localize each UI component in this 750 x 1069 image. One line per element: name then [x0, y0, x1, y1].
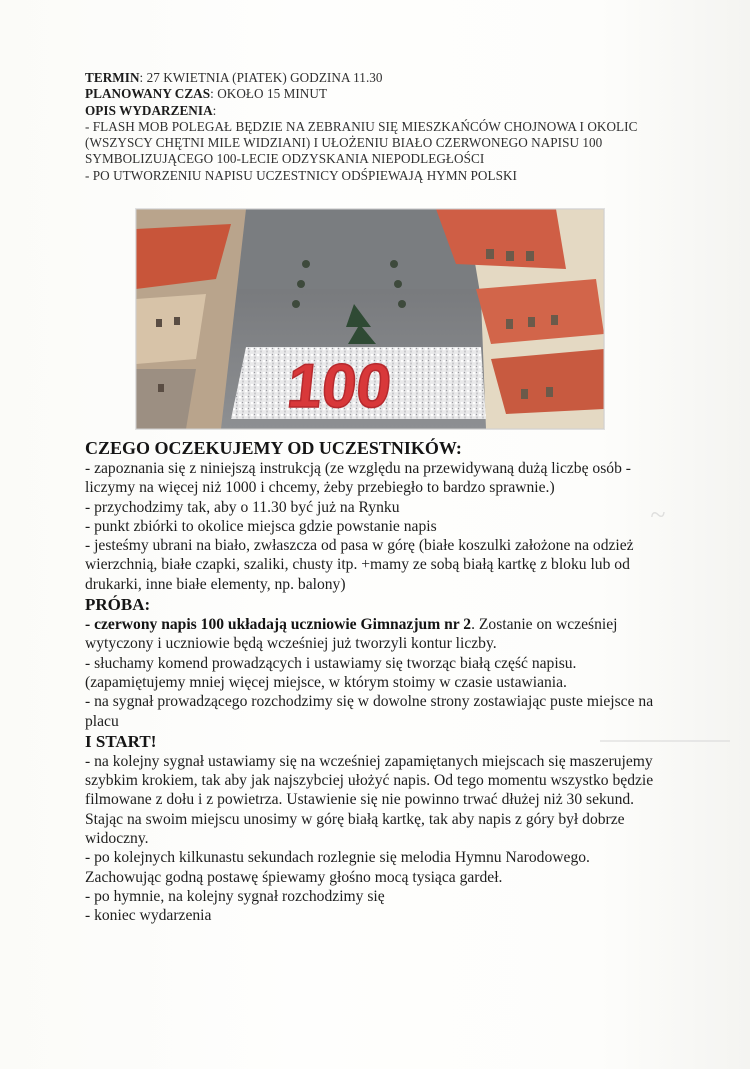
- expect-line: - jesteśmy ubrani na biało, zwłaszcza od pasa w górę (białe koszulki założone na odzież: [85, 537, 634, 555]
- proba-line: wytyczony i uczniowie będą wcześniej już tworzyli kontur liczby.: [85, 635, 497, 653]
- planter: [302, 260, 310, 268]
- aerial-square-photo: [135, 208, 605, 430]
- opis-line: SYMBOLIZUJĄCEGO 100-LECIE ODZYSKANIA NIEPODLEGŁOŚCI: [85, 151, 485, 167]
- opis-line: - PO UTWORZENIU NAPISU UCZESTNICY ODŚPIEWAJĄ HYMN POLSKI: [85, 167, 518, 183]
- expect-line: liczymy na więcej niż 1000 i chcemy, żeby przebiegło to bardzo sprawnie.): [85, 479, 555, 497]
- expect-line: - zapoznania się z niniejszą instrukcją (ze względu na przewidywaną dużą liczbę osób -: [85, 460, 631, 477]
- right-roof-bottom: [491, 349, 604, 414]
- opis-line: - FLASH MOB POLEGAŁ BĘDZIE NA ZEBRANIU SIĘ MIESZKAŃCÓW CHOJNOWA I OKOLIC: [85, 118, 638, 134]
- start-line: - po hymnie, na kolejny sygnał rozchodzimy się: [85, 887, 385, 905]
- termin-value: : 27 KWIETNIA (PIATEK) GODZINA 11.30: [139, 70, 383, 85]
- opis-colon: :: [212, 102, 217, 118]
- event-header: [85, 70, 725, 184]
- aerial-photo-drawing: [136, 209, 604, 429]
- start-line: - koniec wydarzenia: [85, 907, 212, 925]
- opis-row: [85, 103, 725, 119]
- expect-line: drukarki, inne białe elementy, np. balony): [85, 575, 346, 593]
- right-roof-top: [436, 209, 566, 269]
- start-line: widoczny.: [85, 830, 149, 848]
- expect-heading: CZEGO OCZEKUJEMY OD UCZESTNIKÓW:: [85, 438, 462, 458]
- termin-label: TERMIN: [85, 70, 140, 85]
- start-heading: I START!: [85, 731, 157, 751]
- start-line: - na kolejny sygnał ustawiamy się na wcześniej zapamiętanych miejscach się maszerujemy: [85, 752, 653, 770]
- termin-row: [85, 70, 725, 86]
- proba-lead-line: [85, 615, 735, 634]
- start-line: Stając na swoim miejscu unosimy w górę białą kartkę, tak aby napis z góry był dobrze: [85, 810, 625, 828]
- start-line: filmowane z dołu i z powietrza. Ustawienie się nie powinno trwać dłużej niż 30 sekund.: [85, 791, 635, 809]
- expect-line: - przychodzimy tak, aby o 11.30 być już na Rynku: [85, 498, 400, 516]
- proba-line: - na sygnał prowadzącego rozchodzimy się w dowolne strony zostawiając puste miejsce na: [85, 693, 654, 711]
- czas-label: PLANOWANY CZAS: [85, 86, 211, 102]
- proba-line: (zapamiętujemy mniej więcej miejsce, w którym stoimy w czasie ustawiania.: [85, 673, 567, 691]
- proba-bold-lead: - czerwony napis 100 układają uczniowie Gimnazjum nr 2: [85, 616, 472, 634]
- red-100-formation: 100: [284, 352, 395, 421]
- czas-row: [85, 86, 725, 102]
- start-line: Zachowując godną postawę śpiewamy głośno mocą tysiąca gardeł.: [85, 868, 503, 886]
- right-roof-middle: [476, 279, 604, 344]
- proba-lead-rest: . Zostanie on wcześniej: [471, 616, 618, 634]
- opis-line: (WSZYSCY CHĘTNI MILE WIDZIANI) I UŁOŻENIU BIAŁO CZERWONEGO NAPISU 100: [85, 135, 603, 151]
- opis-label: OPIS WYDARZENIA: [85, 102, 213, 118]
- start-line: szybkim krokiem, tak aby jak najszybciej ułożyć napis. Od tego momentu wszystko będzie: [85, 772, 654, 790]
- proba-heading: PRÓBA:: [85, 595, 151, 615]
- instructions-body: [85, 437, 735, 926]
- proba-line: - słuchamy komend prowadzących i ustawiamy się tworząc białą część napisu.: [85, 654, 577, 672]
- proba-line: placu: [85, 712, 119, 730]
- bleed-through-mark: ~: [650, 500, 666, 531]
- expect-line: - punkt zbiórki to okolice miejsca gdzie powstanie napis: [85, 517, 437, 535]
- expect-line: wierzchnią, białe czapki, szaliki, chusty itp. +mamy ze sobą białą kartkę z bloku lub od: [85, 556, 630, 574]
- czas-value: : OKOŁO 15 MINUT: [210, 86, 328, 102]
- start-line: - po kolejnych kilkunastu sekundach rozlegnie się melodia Hymnu Narodowego.: [85, 849, 590, 867]
